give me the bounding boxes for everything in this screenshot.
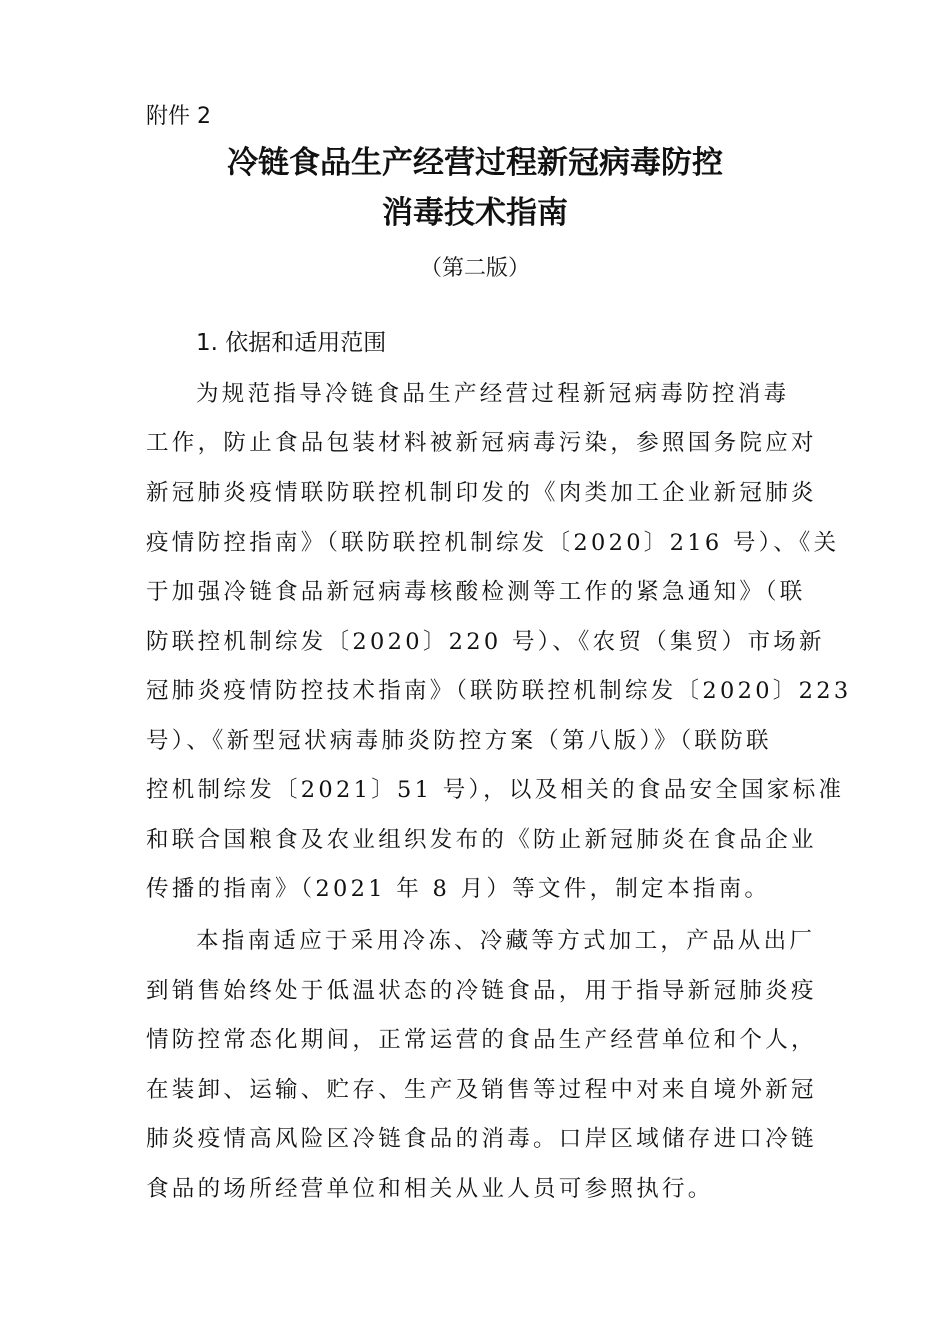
document-title-line-1: 冷链食品生产经营过程新冠病毒防控 — [227, 145, 723, 181]
paragraph-line: 食品的场所经营单位和相关从业人员可参照执行。 — [146, 1176, 714, 1202]
paragraph-line: 为规范指导冷链食品生产经营过程新冠病毒防控消毒 — [196, 381, 790, 407]
attachment-label: 附件 2 — [146, 104, 211, 129]
paragraph-line: 冠肺炎疫情防控技术指南》（联防联控机制综发〔2020〕223 — [146, 678, 852, 704]
paragraph-line: 疫情防控指南》（联防联控机制综发〔2020〕216 号）、《关 — [146, 530, 840, 556]
paragraph-line: 新冠肺炎疫情联防联控机制印发的《肉类加工企业新冠肺炎 — [146, 480, 817, 506]
paragraph-line: 在装卸、运输、贮存、生产及销售等过程中对来自境外新冠 — [146, 1077, 817, 1103]
paragraph-line: 和联合国粮食及农业组织发布的《防止新冠肺炎在食品企业 — [146, 827, 817, 853]
paragraph-line: 于加强冷链食品新冠病毒核酸检测等工作的紧急通知》（联 — [146, 579, 806, 605]
paragraph-line: 传播的指南》（2021 年 8 月）等文件，制定本指南。 — [146, 876, 771, 902]
paragraph-line: 本指南适应于采用冷冻、冷藏等方式加工，产品从出厂 — [196, 928, 816, 954]
paragraph-line: 控机制综发〔2021〕51 号），以及相关的食品安全国家标准 — [146, 777, 845, 803]
edition-label: （第二版） — [419, 256, 530, 281]
section-heading: 1. 依据和适用范围 — [196, 330, 387, 356]
document-title-line-2: 消毒技术指南 — [382, 195, 568, 231]
paragraph-line: 肺炎疫情高风险区冷链食品的消毒。口岸区域储存进口冷链 — [146, 1126, 817, 1152]
paragraph-line: 工作，防止食品包装材料被新冠病毒污染，参照国务院应对 — [146, 430, 817, 456]
paragraph-line: 防联控机制综发〔2020〕220 号）、《农贸（集贸）市场新 — [146, 629, 825, 655]
paragraph-line: 号）、《新型冠状病毒肺炎防控方案（第八版）》（联防联 — [146, 728, 772, 754]
paragraph-line: 到销售始终处于低温状态的冷链食品，用于指导新冠肺炎疫 — [146, 978, 817, 1004]
paragraph-line: 情防控常态化期间，正常运营的食品生产经营单位和个人， — [146, 1027, 817, 1053]
